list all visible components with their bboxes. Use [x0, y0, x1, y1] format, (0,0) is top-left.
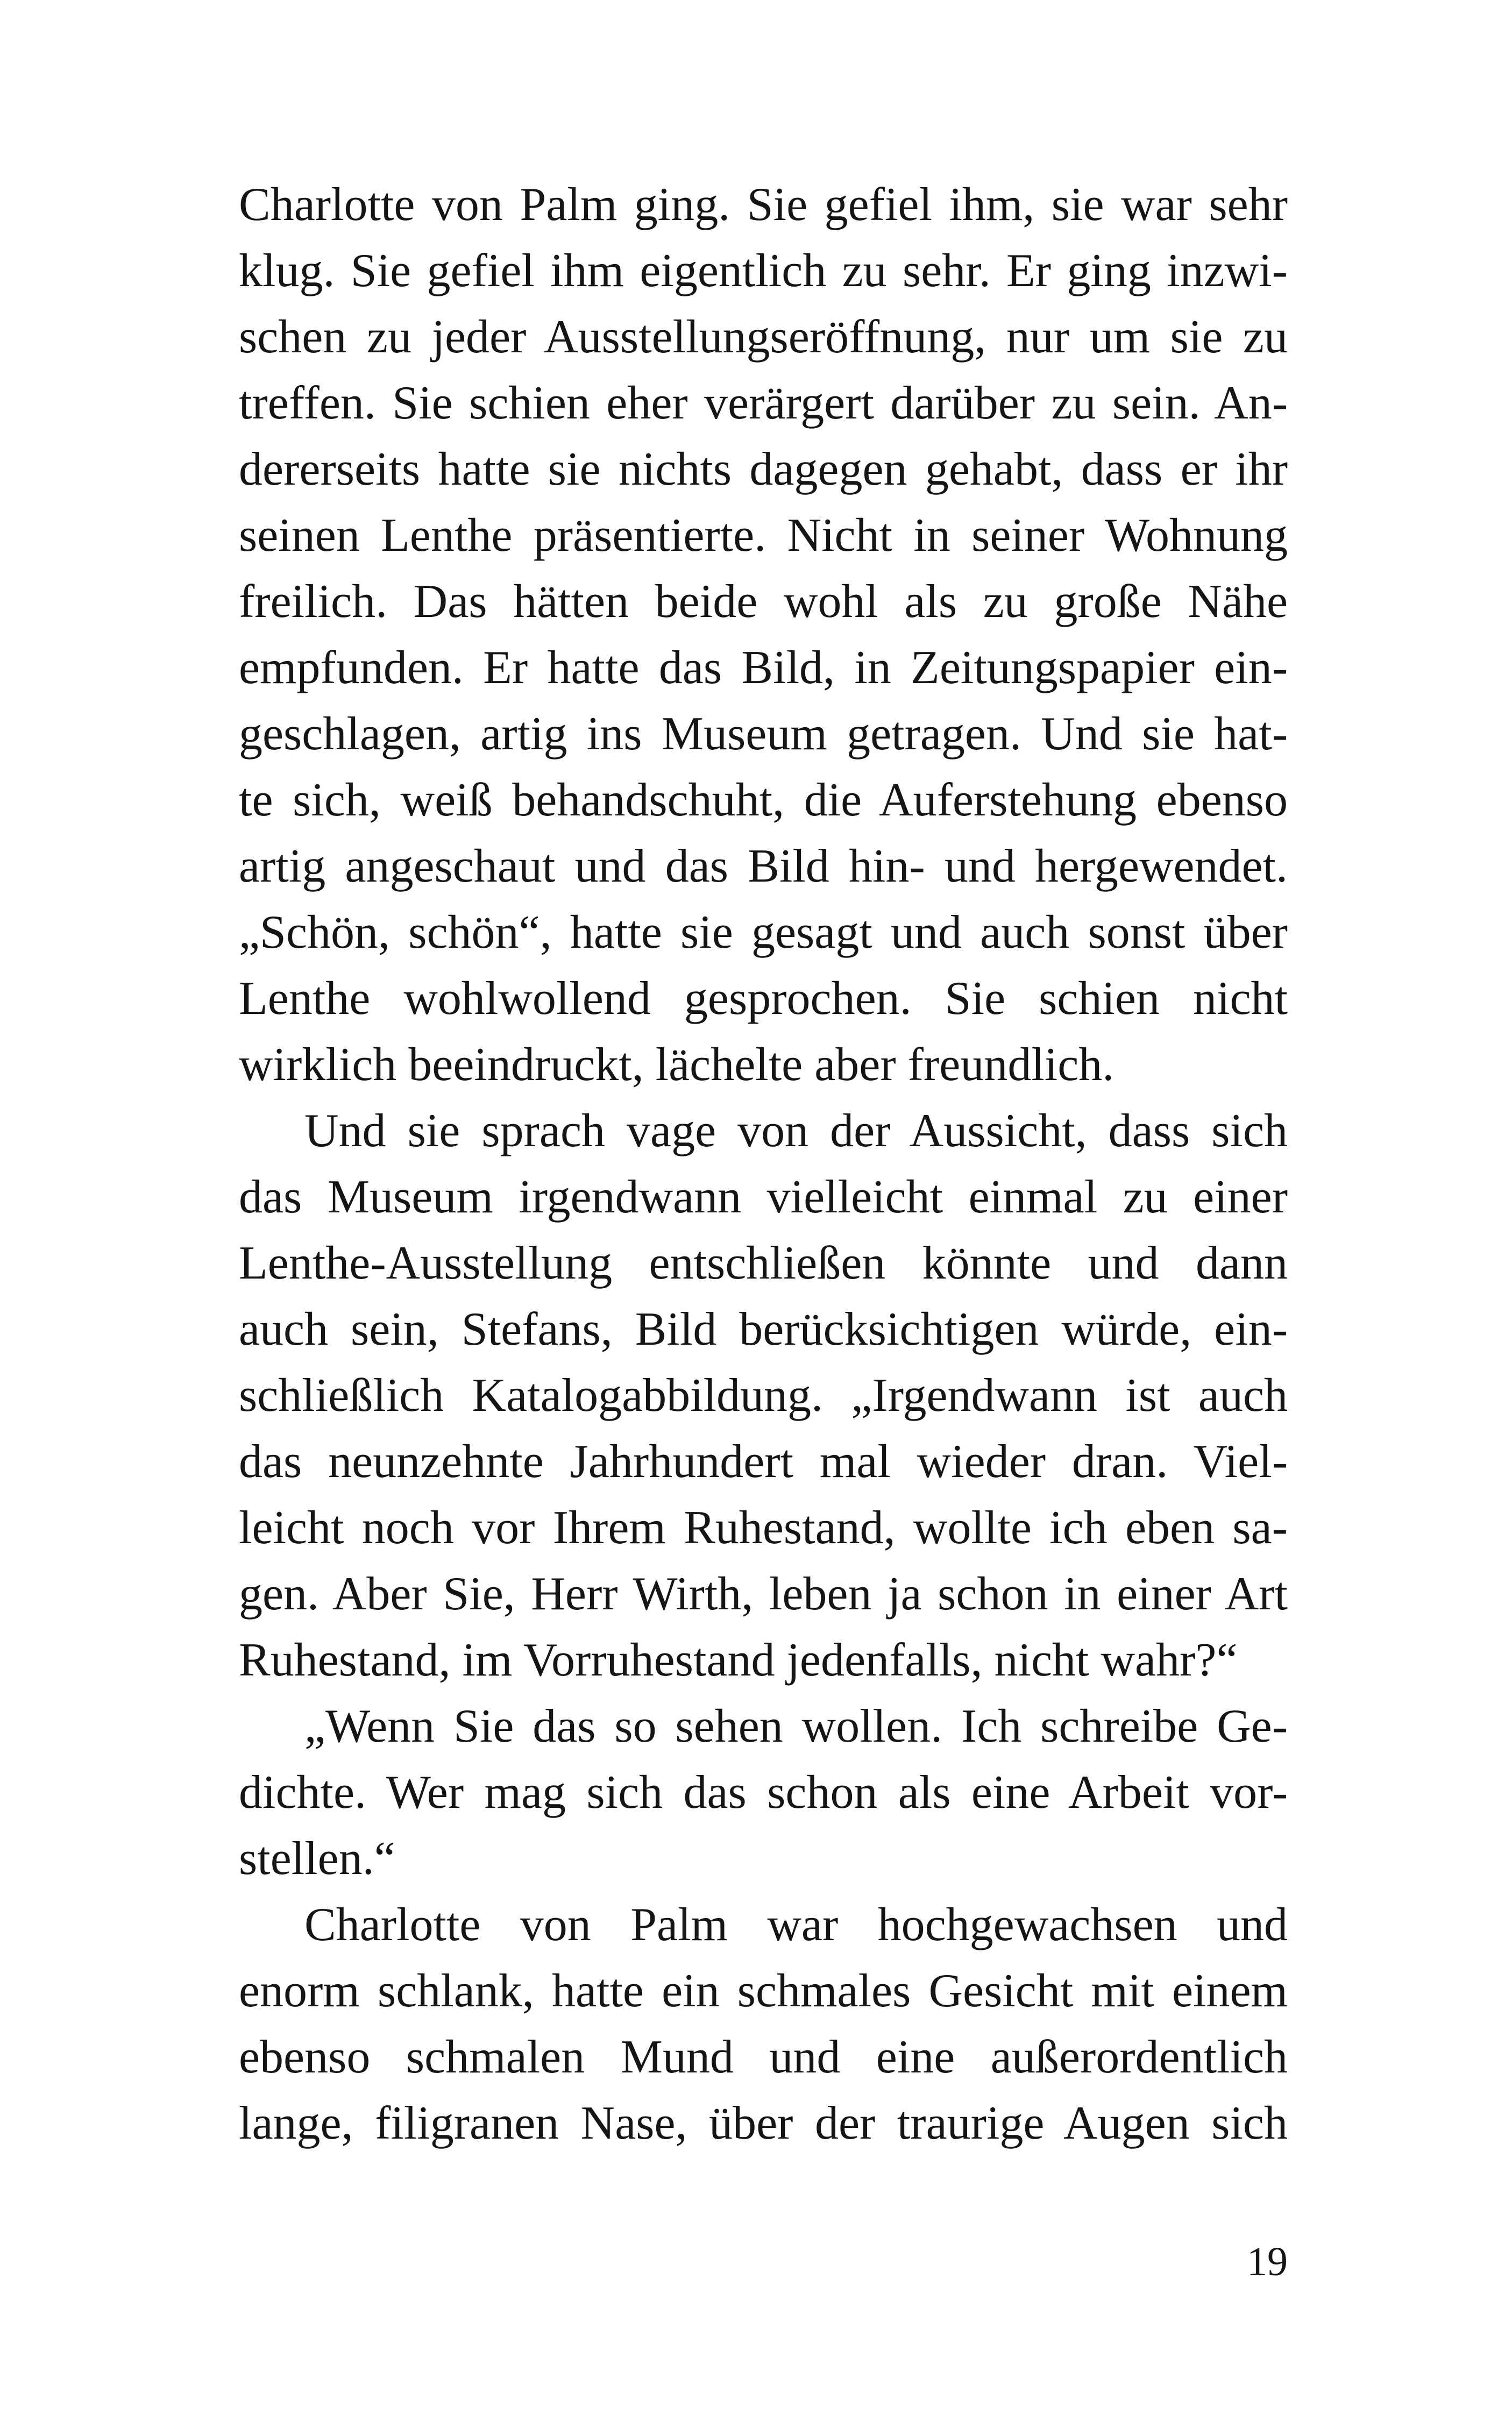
paragraph-1 [239, 172, 1288, 1098]
text-line: treffen. Sie schien eher verärgert darüber zu sein. An- [239, 377, 1288, 429]
paragraph-2 [239, 1098, 1288, 1693]
text-line: empfunden. Er hatte das Bild, in Zeitungspapier ein- [239, 642, 1288, 694]
text-line: wirklich beeindruckt, lächelte aber freundlich. [239, 1039, 1115, 1091]
text-line: schen zu jeder Ausstellungseröffnung, nur um sie zu [239, 311, 1288, 363]
text-line: „Schön, schön“, hatte sie gesagt und auch sonst über [239, 906, 1288, 958]
text-line: Ruhestand, im Vorruhestand jedenfalls, nicht wahr?“ [239, 1634, 1238, 1686]
text-line: ebenso schmalen Mund und eine außerordentlich [239, 2031, 1288, 2083]
text-line: gen. Aber Sie, Herr Wirth, leben ja schon in einer Art [239, 1568, 1288, 1620]
paragraph-4 [239, 1892, 1288, 2156]
text-line: klug. Sie gefiel ihm eigentlich zu sehr. Er ging inzwi- [239, 245, 1288, 297]
text-line: leicht noch vor Ihrem Ruhestand, wollte ich eben sa- [239, 1502, 1288, 1554]
text-line: enorm schlank, hatte ein schmales Gesicht mit einem [239, 1965, 1288, 2017]
text-line: dichte. Wer mag sich das schon als eine Arbeit vor- [239, 1766, 1288, 1819]
text-line: Und sie sprach vage von der Aussicht, dass sich [304, 1105, 1288, 1157]
text-line: Charlotte von Palm ging. Sie gefiel ihm, sie war sehr [239, 179, 1288, 231]
text-line: artig angeschaut und das Bild hin- und hergewendet. [239, 840, 1288, 892]
text-line: lange, filigranen Nase, über der traurige Augen sich [239, 2097, 1288, 2149]
text-line: Charlotte von Palm war hochgewachsen und [304, 1899, 1288, 1951]
text-line: Lenthe-Ausstellung entschließen könnte und dann [239, 1237, 1288, 1289]
text-line: das neunzehnte Jahrhundert mal wieder dran. Viel- [239, 1436, 1288, 1488]
paragraph-3 [239, 1693, 1288, 1892]
body-text [239, 172, 1288, 2156]
text-line: dererseits hatte sie nichts dagegen gehabt, dass er ihr [239, 443, 1288, 495]
text-line: te sich, weiß behandschuht, die Auferstehung ebenso [239, 774, 1288, 826]
text-line: „Wenn Sie das so sehen wollen. Ich schreibe Ge- [304, 1700, 1288, 1752]
text-line: schließlich Katalogabbildung. „Irgendwann ist auch [239, 1369, 1288, 1422]
text-line: stellen.“ [239, 1833, 395, 1885]
page-number: 19 [1247, 2239, 1288, 2284]
text-line: Lenthe wohlwollend gesprochen. Sie schien nicht [239, 972, 1288, 1025]
text-line: geschlagen, artig ins Museum getragen. Und sie hat- [239, 708, 1288, 760]
text-line: auch sein, Stefans, Bild berücksichtigen würde, ein- [239, 1303, 1288, 1355]
text-line: das Museum irgendwann vielleicht einmal zu einer [239, 1171, 1288, 1223]
text-line: freilich. Das hätten beide wohl als zu große Nähe [239, 576, 1288, 628]
text-line: seinen Lenthe präsentierte. Nicht in seiner Wohnung [239, 509, 1288, 562]
